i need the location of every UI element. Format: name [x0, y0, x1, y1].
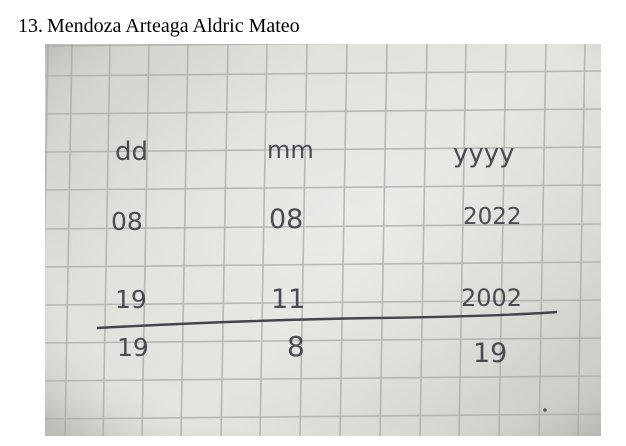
result-year: 19 [473, 338, 508, 369]
item-number: 13. [18, 15, 43, 37]
row1-year: 2022 [463, 204, 522, 230]
grid-paper [45, 44, 601, 436]
result-day: 19 [117, 333, 149, 362]
handwritten-photo [45, 44, 601, 436]
row1-day: 08 [111, 207, 143, 236]
ink-dot [543, 408, 547, 412]
result-month: 8 [287, 330, 305, 363]
row2-day: 19 [115, 285, 147, 314]
header-day: dd [115, 137, 149, 167]
header-year: yyyy [453, 139, 515, 169]
student-name: Mendoza Arteaga Aldric Mateo [47, 15, 300, 37]
row2-year: 2002 [461, 284, 523, 312]
page-title [18, 12, 300, 40]
row1-month: 08 [269, 204, 304, 235]
row2-month: 11 [271, 284, 306, 315]
header-month: mm [267, 136, 314, 164]
